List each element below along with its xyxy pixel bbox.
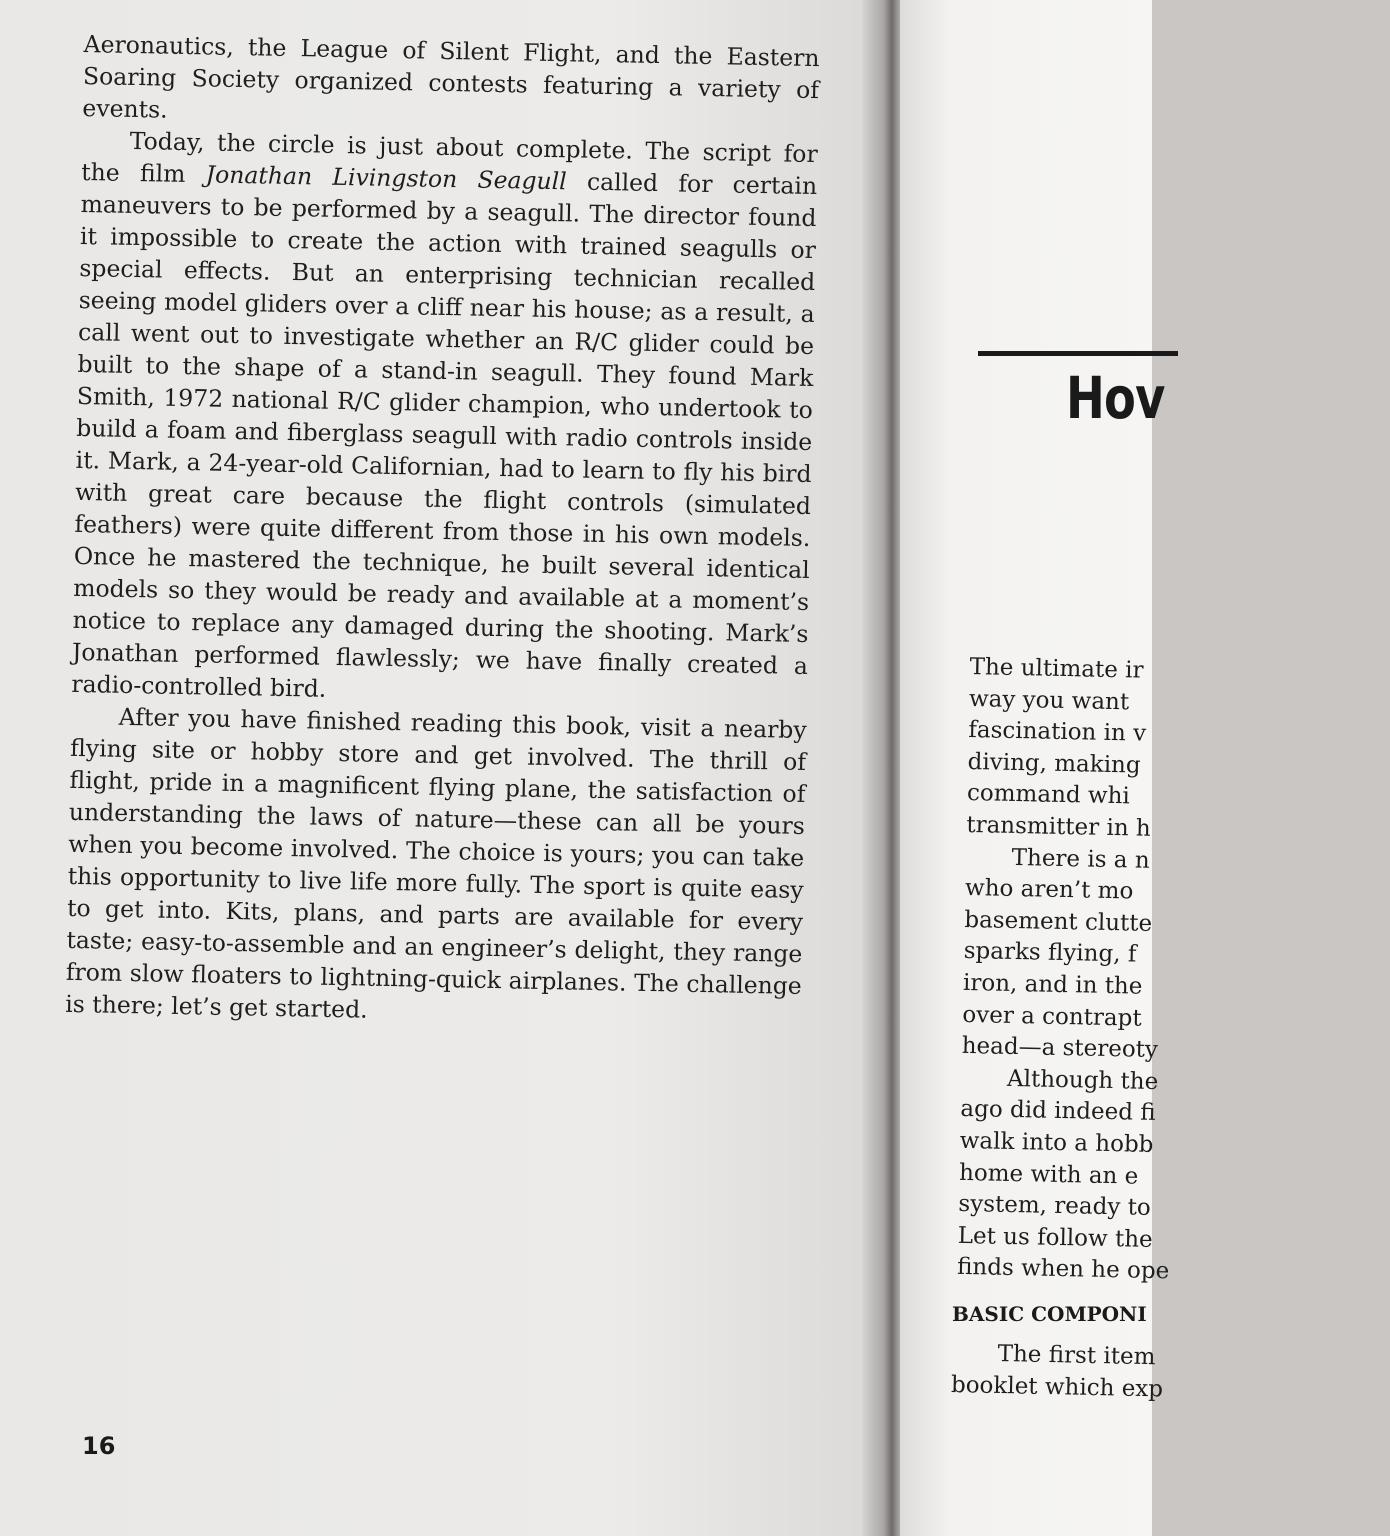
- right-line: diving, making: [967, 748, 1141, 779]
- right-line: ago did indeed fi: [960, 1096, 1156, 1127]
- right-line: iron, and in the: [962, 969, 1143, 1000]
- right-line: There is a n: [1011, 844, 1150, 874]
- right-line: Although the: [1006, 1065, 1159, 1095]
- right-body-text: [957, 652, 1390, 1293]
- right-line: sparks flying, f: [963, 938, 1137, 968]
- section-subhead: BASIC COMPONI: [952, 1302, 1147, 1326]
- paragraph-3: After you have finished reading this book, visit a nearby flying site or hobby store and get involved. The thrill of flight, pride in a magnificent flying plane, the satisfaction of understanding the laws of nature—these can all be yours when you become involved. The choice is yours; you can take this opportunity to live life more fully. The sport is quite easy to get into. Kits, plans, and parts are available for every taste; easy-to-assemble and an engineer’s delight, they range from slow floaters to lightning-quick airplanes. The challenge is there; let’s get started.: [64, 702, 807, 1024]
- paragraph-2: Today, the circle is just about complete. The script for the film Jonathan Livingston Seagull called for certain maneuvers to be performed by a seagull. The director found it impossible to create the action with trained seagulls or special effects. But an enterprising technician recalled seeing model gliders over a cliff near his house; as a result, a call went out to investigate whether an R/C glider could be built to the shape of a stand-in seagull. They found Mark Smith, 1972 national R/C glider champion, who undertook to build a foam and fiberglass seagull with radio controls inside it. Mark, a 24-year-old Californian, had to learn to fly his bird with great care because the flight controls (simulated feathers) were quite different from those in his own models. Once he mastered the technique, he built several identical models so they would be ready and available at a moment’s notice to replace any damaged during the shooting. Mark’s Jonathan performed flawlessly; we have finally created a radio-controlled bird.: [71, 126, 818, 703]
- right-line: transmitter in h: [966, 811, 1152, 842]
- right-line: Let us follow the: [957, 1222, 1153, 1253]
- paragraph-1: Aeronautics, the League of Silent Flight, and the Eastern Soaring Society organized contests featuring a variety of events.: [82, 29, 820, 124]
- right-line: The first item: [997, 1340, 1156, 1371]
- film-title: Jonathan Livingston Seagull: [205, 160, 567, 196]
- right-line: basement clutte: [964, 906, 1153, 937]
- right-line: system, ready to: [958, 1190, 1151, 1221]
- right-line: who aren’t mo: [964, 875, 1134, 905]
- right-line: The ultimate ir: [969, 653, 1144, 684]
- chapter-title: Hov: [1066, 364, 1165, 432]
- right-line: home with an e: [958, 1159, 1139, 1190]
- page-number: 16: [82, 1432, 116, 1460]
- right-line: way you want: [968, 685, 1130, 715]
- right-line: fascination in v: [968, 717, 1147, 747]
- right-body-text-2: [951, 1338, 1372, 1410]
- right-line: over a contrapt: [962, 1001, 1142, 1032]
- chapter-rule: [978, 351, 1178, 356]
- right-line: walk into a hobb: [959, 1127, 1154, 1158]
- right-line: finds when he ope: [956, 1254, 1170, 1285]
- right-line: command whi: [966, 780, 1131, 810]
- right-line: head—a stereoty: [961, 1033, 1159, 1064]
- right-line: booklet which exp: [950, 1371, 1164, 1403]
- body-text: [65, 28, 820, 1034]
- right-page: [900, 0, 1170, 1536]
